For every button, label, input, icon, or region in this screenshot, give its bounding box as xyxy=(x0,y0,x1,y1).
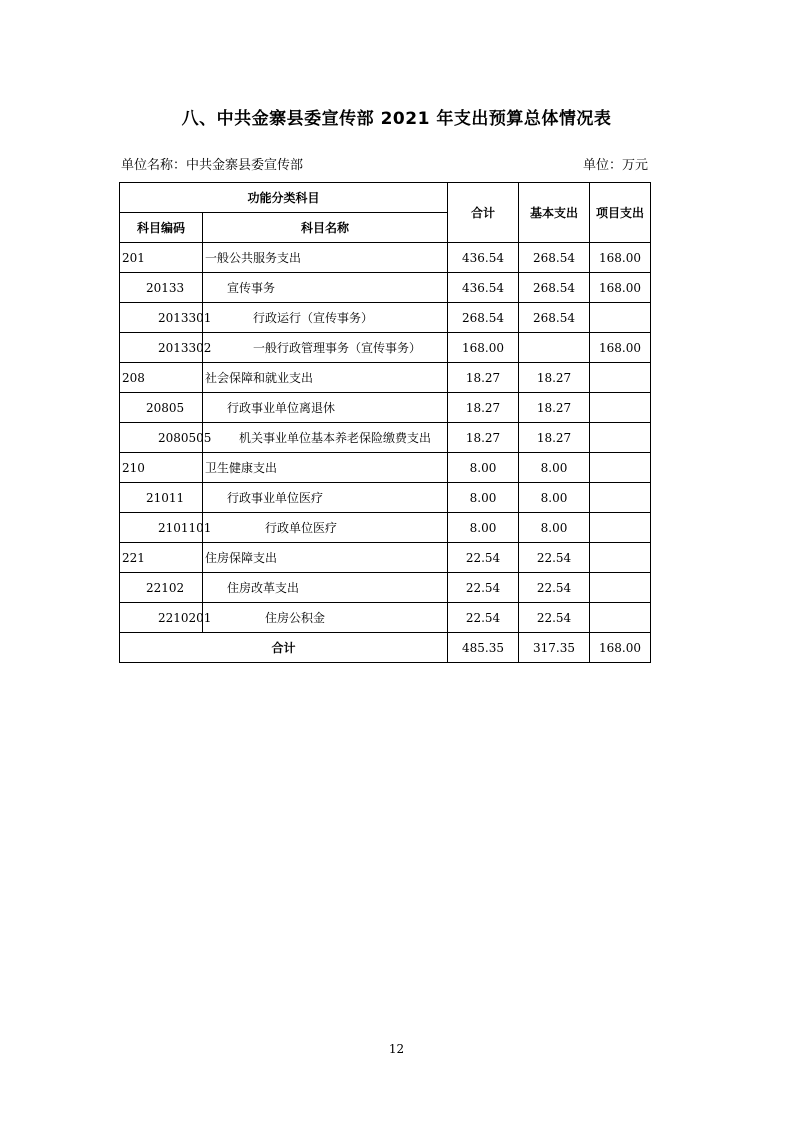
row-project: 168.00 xyxy=(590,243,651,273)
row-project: 168.00 xyxy=(590,333,651,363)
table-row xyxy=(120,573,651,603)
row-name: 行政事业单位离退休 xyxy=(203,393,448,423)
summary-total: 485.35 xyxy=(448,633,519,663)
row-basic: 268.54 xyxy=(519,243,590,273)
table-row xyxy=(120,303,651,333)
row-total: 8.00 xyxy=(448,483,519,513)
budget-table xyxy=(119,182,651,663)
row-total: 22.54 xyxy=(448,543,519,573)
row-basic: 18.27 xyxy=(519,393,590,423)
row-project: 168.00 xyxy=(590,273,651,303)
row-project xyxy=(590,513,651,543)
table-row xyxy=(120,393,651,423)
row-code: 20805 xyxy=(120,393,203,423)
row-name: 机关事业单位基本养老保险缴费支出 xyxy=(203,423,448,453)
row-basic: 8.00 xyxy=(519,513,590,543)
row-total: 18.27 xyxy=(448,393,519,423)
row-basic: 268.54 xyxy=(519,273,590,303)
row-basic: 18.27 xyxy=(519,363,590,393)
table-row xyxy=(120,603,651,633)
header-name: 科目名称 xyxy=(203,213,448,243)
row-project xyxy=(590,363,651,393)
row-basic: 22.54 xyxy=(519,603,590,633)
unit-label: 单位：万元 xyxy=(582,158,648,173)
row-basic: 8.00 xyxy=(519,483,590,513)
row-total: 8.00 xyxy=(448,513,519,543)
row-code: 2080505 xyxy=(120,423,203,453)
row-basic: 268.54 xyxy=(519,303,590,333)
header-total: 合计 xyxy=(448,183,519,243)
summary-project: 168.00 xyxy=(590,633,651,663)
row-project xyxy=(590,303,651,333)
page-number: 12 xyxy=(388,1042,405,1056)
row-code: 21011 xyxy=(120,483,203,513)
row-name: 卫生健康支出 xyxy=(203,453,448,483)
row-project xyxy=(590,393,651,423)
row-code: 22102 xyxy=(120,573,203,603)
row-code: 2013301 xyxy=(120,303,203,333)
row-code: 2210201 xyxy=(120,603,203,633)
row-basic: 22.54 xyxy=(519,573,590,603)
table-row xyxy=(120,243,651,273)
table-row xyxy=(120,333,651,363)
row-total: 436.54 xyxy=(448,273,519,303)
row-total: 22.54 xyxy=(448,603,519,633)
summary-label: 合计 xyxy=(120,633,448,663)
row-name: 社会保障和就业支出 xyxy=(203,363,448,393)
row-name: 一般公共服务支出 xyxy=(203,243,448,273)
summary-row xyxy=(120,633,651,663)
table-row xyxy=(120,543,651,573)
row-name: 行政事业单位医疗 xyxy=(203,483,448,513)
row-project xyxy=(590,603,651,633)
row-code: 210 xyxy=(120,453,203,483)
row-name: 住房公积金 xyxy=(203,603,448,633)
row-total: 18.27 xyxy=(448,363,519,393)
table-row xyxy=(120,273,651,303)
row-name: 一般行政管理事务（宣传事务） xyxy=(203,333,448,363)
row-total: 268.54 xyxy=(448,303,519,333)
table-row xyxy=(120,513,651,543)
row-code: 2101101 xyxy=(120,513,203,543)
row-project xyxy=(590,483,651,513)
row-total: 436.54 xyxy=(448,243,519,273)
row-name: 行政单位医疗 xyxy=(203,513,448,543)
row-code: 20133 xyxy=(120,273,203,303)
row-code: 201 xyxy=(120,243,203,273)
row-name: 行政运行（宣传事务） xyxy=(203,303,448,333)
header-code: 科目编码 xyxy=(120,213,203,243)
table-row xyxy=(120,483,651,513)
row-total: 22.54 xyxy=(448,573,519,603)
row-basic: 8.00 xyxy=(519,453,590,483)
row-code: 221 xyxy=(120,543,203,573)
header-function-group: 功能分类科目 xyxy=(120,183,448,213)
row-project xyxy=(590,423,651,453)
page-title: 八、中共金寨县委宣传部 2021 年支出预算总体情况表 xyxy=(181,109,612,129)
row-total: 8.00 xyxy=(448,453,519,483)
row-name: 住房保障支出 xyxy=(203,543,448,573)
table-row xyxy=(120,453,651,483)
row-project xyxy=(590,543,651,573)
row-total: 18.27 xyxy=(448,423,519,453)
header-project: 项目支出 xyxy=(590,183,651,243)
unit-name-label: 单位名称：中共金寨县委宣传部 xyxy=(121,158,304,173)
row-basic xyxy=(519,333,590,363)
table-row xyxy=(120,423,651,453)
header-basic: 基本支出 xyxy=(519,183,590,243)
row-name: 住房改革支出 xyxy=(203,573,448,603)
row-name: 宣传事务 xyxy=(203,273,448,303)
row-project xyxy=(590,573,651,603)
row-total: 168.00 xyxy=(448,333,519,363)
summary-basic: 317.35 xyxy=(519,633,590,663)
row-basic: 18.27 xyxy=(519,423,590,453)
row-code: 208 xyxy=(120,363,203,393)
row-project xyxy=(590,453,651,483)
row-basic: 22.54 xyxy=(519,543,590,573)
row-code: 2013302 xyxy=(120,333,203,363)
table-row xyxy=(120,363,651,393)
